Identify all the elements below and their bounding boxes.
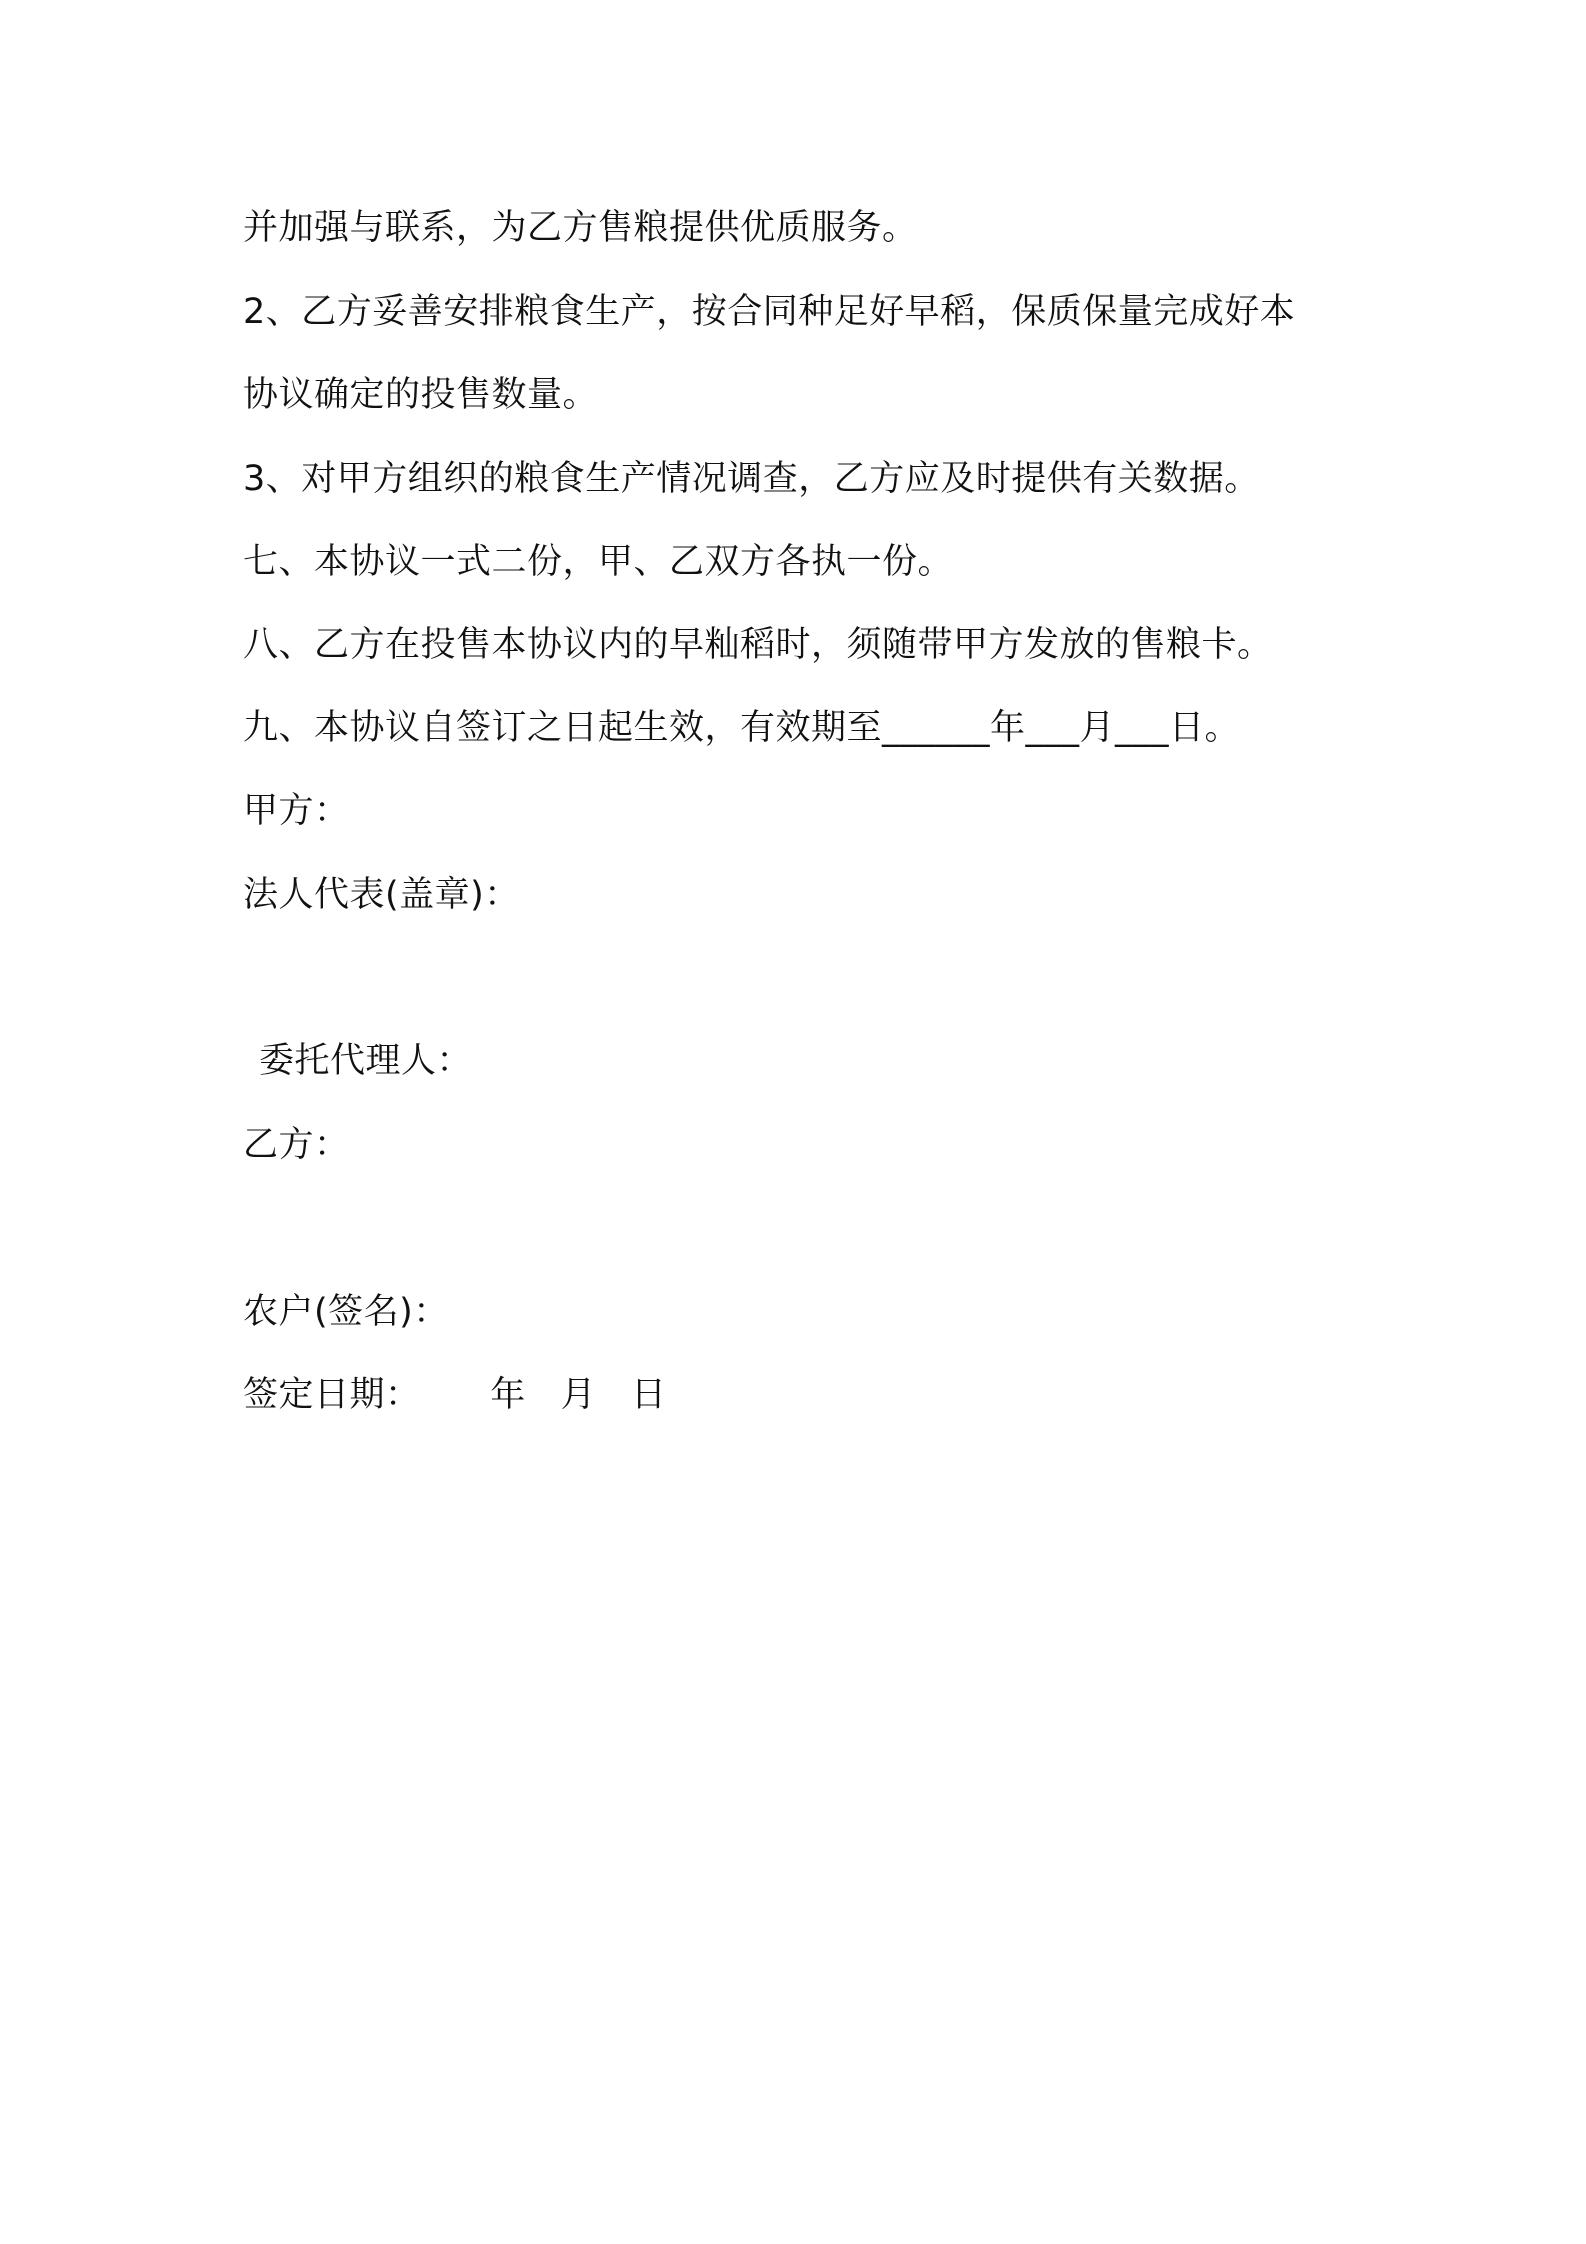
clause-nine: 九、本协议自签订之日起生效，有效期至______年___月___日。 [243, 708, 1241, 748]
clause-eight: 八、乙方在投售本协议内的早籼稻时，须随带甲方发放的售粮卡。 [243, 625, 1273, 665]
clause-seven: 七、本协议一式二份，甲、乙双方各执一份。 [243, 542, 954, 582]
party-a-label: 甲方： [243, 791, 350, 831]
party-b-label: 乙方： [243, 1125, 350, 1165]
clause-2-line-1: 2、乙方妥善安排粮食生产，按合同种足好早稻，保质保量完成好本 [243, 292, 1296, 332]
clause-2-line-2: 协议确定的投售数量。 [243, 375, 599, 415]
signing-date-label: 签定日期： 年 月 日 [243, 1375, 667, 1415]
agent-label: 委托代理人： [259, 1041, 473, 1081]
paragraph-line: 并加强与联系，为乙方售粮提供优质服务。 [243, 208, 918, 248]
farmer-signature-label: 农户(签名)： [243, 1292, 449, 1332]
legal-representative-label: 法人代表(盖章)： [243, 875, 520, 915]
clause-3: 3、对甲方组织的粮食生产情况调查，乙方应及时提供有关数据。 [243, 459, 1260, 499]
